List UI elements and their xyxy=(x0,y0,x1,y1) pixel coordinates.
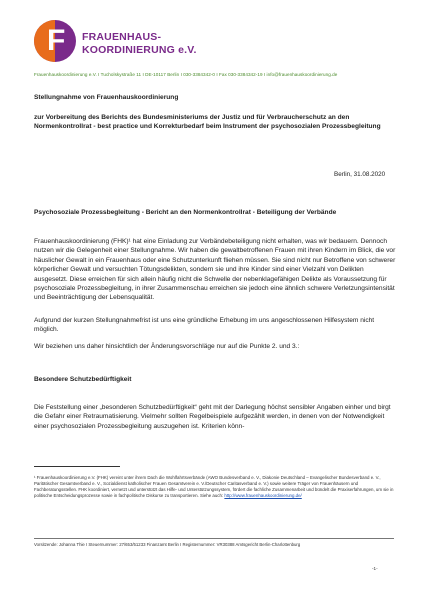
paragraph-1: Frauenhauskoordinierung (FHK)¹ hat eine Einladung zur Verbändebeteiligung nicht erhalten, was wir bedauern. Dennoch nutzen wir die Gelegenheit einer Stellungnahme. Wir haben die gewaltbetroffenen Frauen mit ihren Kindern im Blick, die vor häuslicher Gewalt in ein Frauenhaus oder eine Schutzunterkunft fliehen müssen. Sie sind nicht nur Betroffene von schwerer körperlicher Gewalt und versuchten Tötungsdelikten, sondern sie und ihre Kinder sind einer Vielzahl von Delikten ausgesetzt. Diese erreichen für sich allein häufig nicht die Schwelle der nebenklagefähigen Delikte als Voraussetzung für psychosoziale Prozessbegleitung, in ihrer Zusammenschau erreichen sie jedoch eine ähnlich schwere Verletzungsintensität und Beeinträchtigung der Lebensqualität. xyxy=(34,238,396,302)
paragraph-4: Die Feststellung einer „besonderen Schutzbedürftigkeit“ geht mit der Darlegung höchst sensibler Angaben einher und birgt die Gefahr einer Retraumatisierung. Vielmehr sollten Regelbeispiele aufgezählt werden, in denen von der Notwendigkeit einer psychosozialen Prozessbegleitung auszugehen ist. Kriterien könn- xyxy=(34,404,391,430)
paragraph-2: Aufgrund der kurzen Stellungnahmefrist ist uns eine gründliche Erhebung im uns angeschlossenen Hilfesystem nicht möglich. xyxy=(34,317,375,334)
footnote-link[interactable]: http://www.frauenhauskoordinierung.de/ xyxy=(224,493,302,499)
footnote-text: ¹ Frauenhauskoordinierung e.V. (FHK) vereint unter ihrem Dach die Wohlfahrtsverbände (AWO Bundesverband e. V., Diakonie Deutschland – Evangelischer Bundesverband e. V., Paritätischer Gesamtverband e. V., Sozialdienst katholischer Frauen Gesamtverein e. V./Deutscher Caritasverband e. V.) sowie weitere Träger von Frauenhäusern und Fachberatungsstellen. FHK koordiniert, vernetzt und unterstützt das Hilfe- und Unterstützungssystem, fördert die fachliche Zusammenarbeit und bündelt die Praxiserfahrungen, um sie in politische Entscheidungsprozesse sowie in fachpolitische Diskurse zu transportieren. Siehe auch: xyxy=(34,475,394,499)
logo-text-line1: FRAUENHAUS- xyxy=(82,31,162,43)
document-subtitle: zur Vorbereitung des Berichts des Bundesministeriums der Justiz und für Verbraucherschutz an den Normenkontrollrat - best practice und Korrekturbedarf beim Instrument der psychosozialen Prozessbegleitung xyxy=(34,114,381,131)
document-title: Stellungnahme von Frauenhauskoordinierung xyxy=(34,94,179,101)
footer-line: Vorsitzende: Johanna Thie I Steuernummer: 27/653/51233 Finanzamt Berlin I Registernummer: VR30388 Amtsgericht Berlin-Charlottenburg xyxy=(34,542,301,547)
paragraph-3: Wir beziehen uns daher hinsichtlich der Änderungsvorschläge nur auf die Punkte 2. und 3.: xyxy=(34,343,300,350)
footnote-divider xyxy=(34,466,120,467)
footnote xyxy=(34,475,396,499)
footer-divider xyxy=(34,538,394,539)
logo-mark xyxy=(34,20,76,62)
subheading: Besondere Schutzbedürftigkeit xyxy=(34,376,132,383)
section-heading: Psychosoziale Prozessbegleitung - Bericht an den Normenkontrollrat - Beteiligung der Verbände xyxy=(34,209,337,216)
logo-letter: F xyxy=(47,24,66,57)
contact-line: Frauenhauskoordinierung e.V. I Tucholskystraße 11 I DE-10117 Berlin I 030-3384342-0 I Fax 030-3384342-19 I info@frauenhauskoordinierung.de xyxy=(34,72,338,77)
logo xyxy=(34,20,197,62)
logo-text-line2: KOORDINIERUNG e.V. xyxy=(82,44,197,56)
document-date: Berlin, 31.08.2020 xyxy=(334,171,386,178)
page-number: -1- xyxy=(372,566,378,571)
